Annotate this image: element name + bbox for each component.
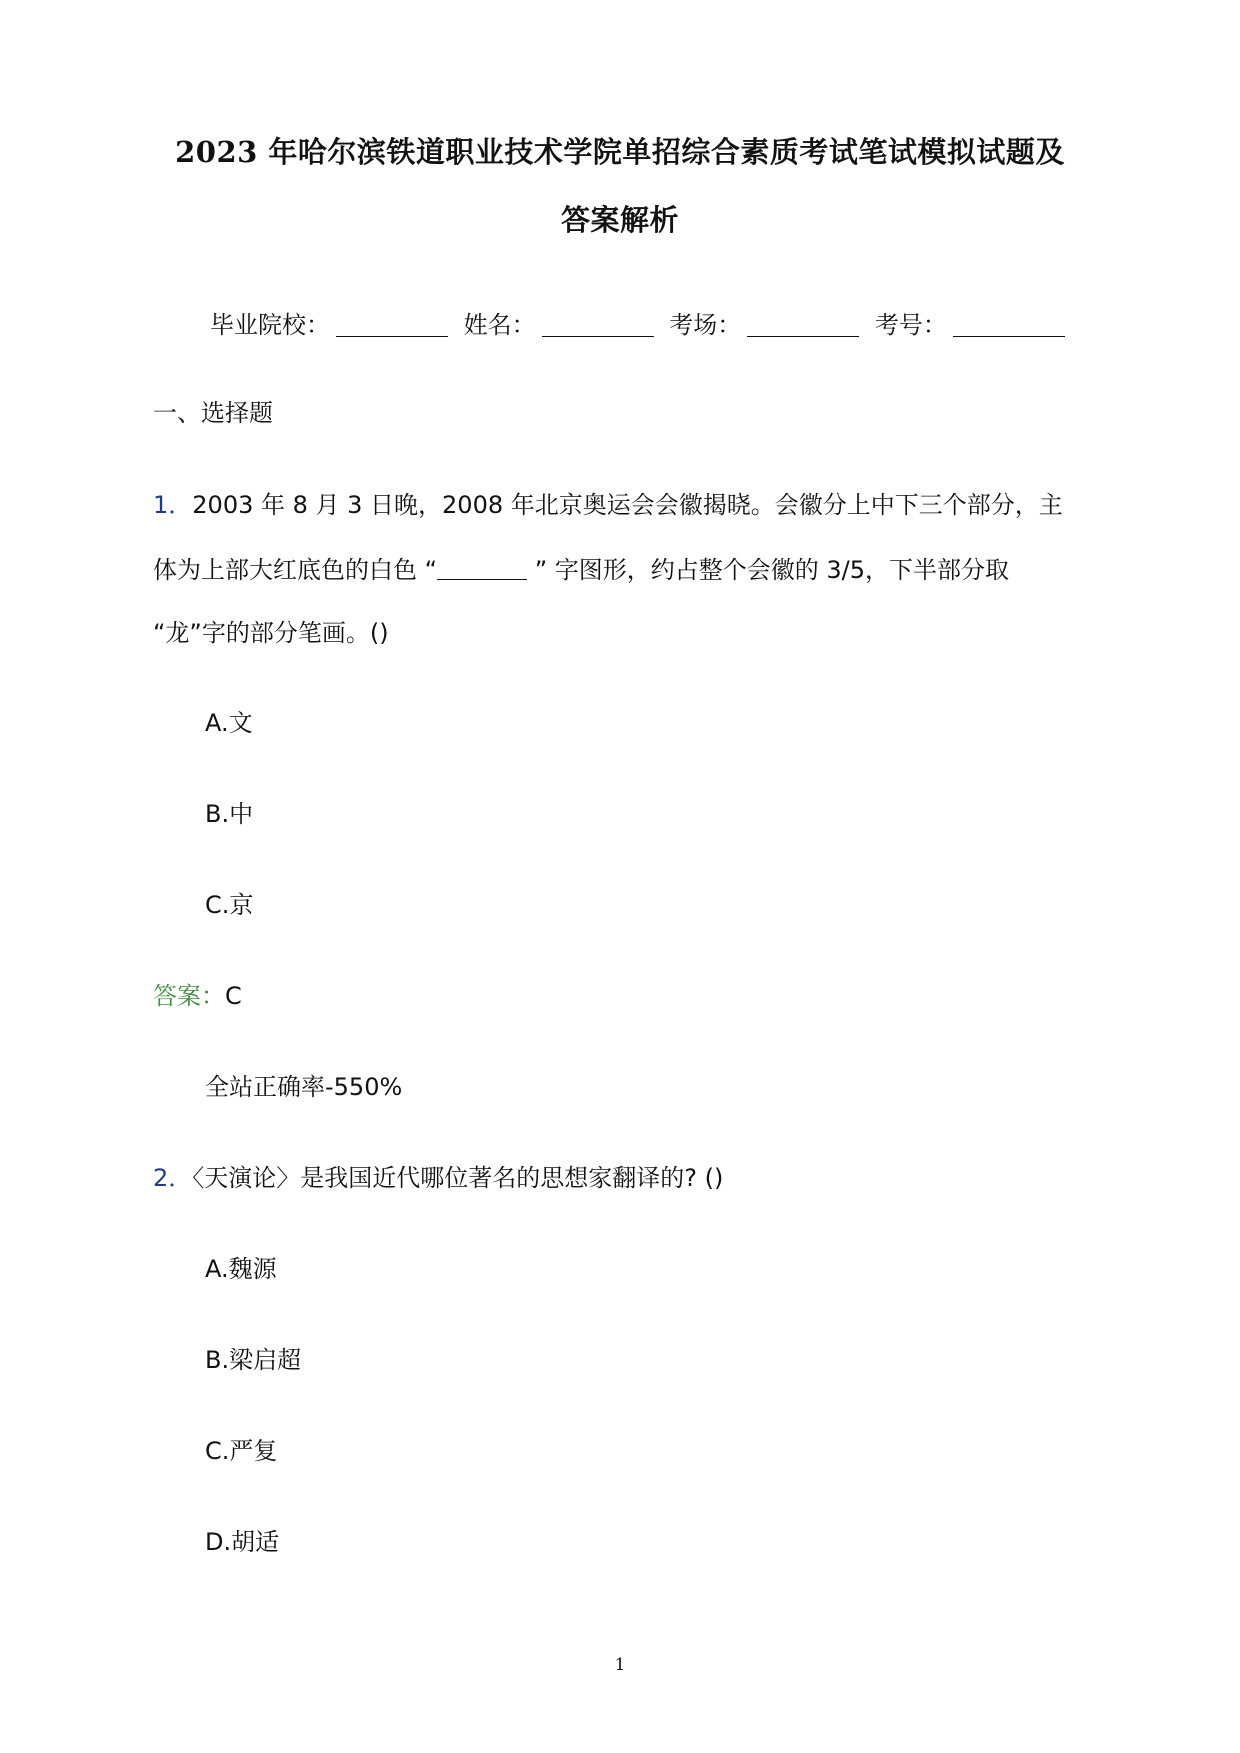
number-label: 考号： (874, 311, 947, 339)
question-1-line-3: “龙”字的部分笔画。() (153, 619, 389, 647)
room-blank (747, 314, 859, 337)
question-1-text-2b: ” 字图形，约占整个会徽的 3/5，下半部分取 (527, 556, 1010, 584)
question-1-line-2 (153, 555, 1009, 585)
question-1-answer (153, 981, 242, 1011)
question-1-line-1 (153, 490, 1063, 520)
question-2-option-b: B.梁启超 (205, 1346, 302, 1374)
question-2-line (153, 1163, 723, 1193)
question-1-fill-blank (437, 559, 527, 580)
title-line-1: 2023 年哈尔滨铁道职业技术学院单招综合素质考试笔试模拟试题及 (175, 135, 1065, 169)
exam-info-line (210, 305, 1073, 340)
question-2-option-d: D.胡适 (205, 1528, 280, 1556)
school-label: 毕业院校： (210, 311, 330, 339)
question-1-text-2a: 体为上部大红底色的白色 “ (153, 556, 438, 584)
question-1-option-a: A.文 (205, 709, 253, 737)
question-2-option-a: A.魏源 (205, 1255, 277, 1283)
number-blank (953, 314, 1065, 337)
question-2-text: 〈天演论〉是我国近代哪位著名的思想家翻译的? () (192, 1164, 724, 1192)
question-2-option-c: C.严复 (205, 1437, 278, 1465)
name-blank (542, 314, 654, 337)
answer-label: 答案： (153, 982, 225, 1010)
question-2-number: 2． (153, 1164, 193, 1192)
room-label: 考场： (669, 311, 742, 339)
answer-value: C (225, 982, 242, 1010)
page-number: 1 (614, 1655, 626, 1675)
school-blank (336, 314, 448, 337)
section-heading: 一、选择题 (153, 399, 273, 427)
question-1-option-c: C.京 (205, 891, 254, 919)
question-1-number: 1． (153, 491, 193, 519)
question-1-option-b: B.中 (205, 800, 254, 828)
name-label: 姓名： (463, 311, 536, 339)
question-1-text-1: 2003 年 8 月 3 日晚，2008 年北京奥运会会徽揭晓。会徽分上中下三个部分，主 (192, 491, 1063, 519)
title-line-2: 答案解析 (560, 203, 679, 237)
question-1-accuracy: 全站正确率-550% (205, 1073, 403, 1101)
